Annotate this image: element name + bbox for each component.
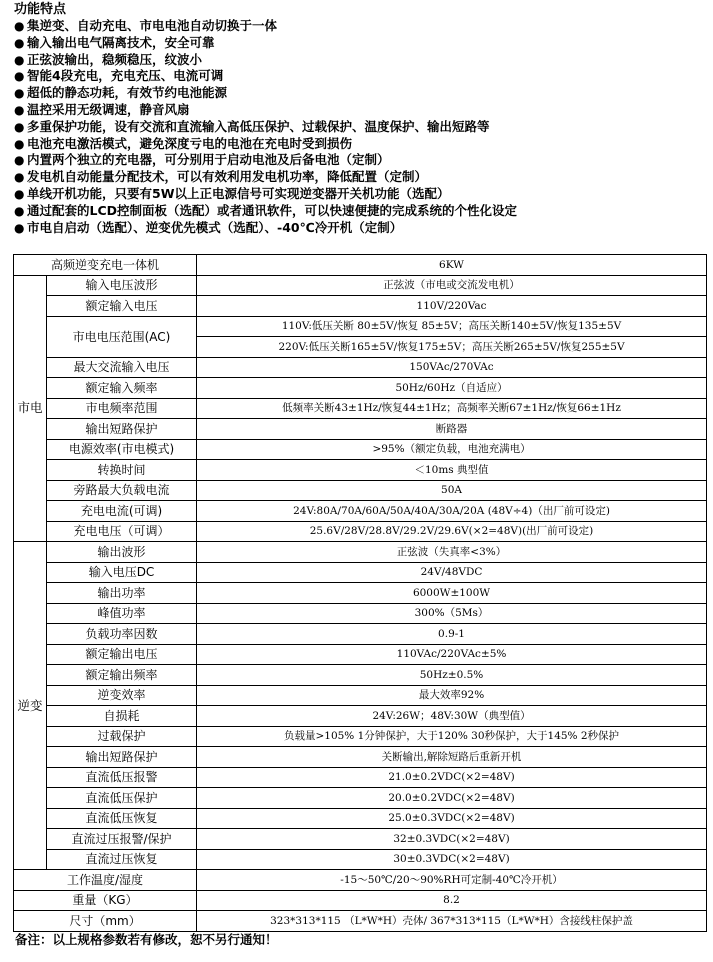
spec-row (14, 501, 707, 522)
feature-text: 市电自启动（选配）、逆变优先模式（选配）、-40℃冷开机（定制） (27, 219, 403, 235)
spec-row (14, 706, 707, 727)
spec-value: 50Hz/60Hz（自适应） (197, 378, 707, 399)
inverter-group-label: 逆变 (14, 542, 47, 870)
spec-value: 220V:低压关断165±5V/恢复175±5V；高压关断265±5V/恢复255±5V (197, 337, 707, 358)
footnote: 备注：以上规格参数若有修改，恕不另行通知！ (15, 932, 278, 947)
feature-text: 多重保护功能，设有交流和直流输入高低压保护、过载保护、温度保护、输出短路等 (27, 118, 490, 134)
spec-label: 输出短路保护 (47, 419, 197, 440)
spec-value: >95%（额定负载，电池充满电） (197, 439, 707, 460)
spec-value: 20.0±0.2VDC(×2=48V) (197, 788, 707, 809)
bullet-icon: ● (14, 19, 25, 33)
spec-value: 110VAc/220VAc±5% (197, 644, 707, 665)
spec-row (14, 911, 707, 932)
spec-row (14, 562, 707, 583)
spec-value: 6000W±100W (197, 583, 707, 604)
feature-item (14, 152, 704, 169)
bullet-icon: ● (14, 153, 25, 168)
spec-value: 32±0.3VDC(×2=48V) (197, 829, 707, 850)
bullet-icon: ● (14, 119, 25, 134)
feature-item (14, 220, 704, 237)
bullet-icon: ● (14, 69, 25, 84)
feature-text: 集逆变、自动充电、市电电池自动切换于一体 (27, 18, 278, 33)
spec-table (13, 254, 707, 932)
feature-text: 智能4段充电，充电充压、电流可调 (27, 68, 224, 84)
spec-value: 正弦波（失真率<3%） (197, 542, 707, 563)
spec-row (14, 849, 707, 870)
spec-value: 低频率关断43±1Hz/恢复44±1Hz；高频率关断67±1Hz/恢复66±1Hz (197, 398, 707, 419)
bullet-icon: ● (14, 136, 25, 151)
spec-label: 自损耗 (47, 706, 197, 727)
spec-label: 市电电压范围(AC) (47, 316, 197, 357)
spec-label: 旁路最大负载电流 (47, 480, 197, 501)
feature-text: 电池充电激活模式，避免深度亏电的电池在充电时受到损伤 (27, 135, 353, 151)
spec-value: 24V:80A/70A/60A/50A/40A/30A/20A (48V÷4)（出厂前可设定) (197, 501, 707, 522)
spec-value: 负载量>105% 1分钟保护，大于120% 30秒保护，大于145% 2秒保护 (197, 726, 707, 747)
spec-value: 关断输出,解除短路后重新开机 (197, 747, 707, 768)
spec-value: ＜10ms 典型值 (197, 460, 707, 481)
spec-value: 正弦波（市电或交流发电机） (197, 275, 707, 296)
spec-label: 输出波形 (47, 542, 197, 563)
feature-list (14, 18, 704, 236)
product-name: 高频逆变充电一体机 (14, 255, 197, 276)
spec-value: 24V:26W；48V:30W（典型值） (197, 706, 707, 727)
mains-group-label: 市电 (14, 275, 47, 542)
spec-label: 转换时间 (47, 460, 197, 481)
feature-item (14, 119, 704, 136)
bullet-icon: ● (14, 52, 25, 67)
spec-label: 输入电压DC (47, 562, 197, 583)
spec-row (14, 767, 707, 788)
spec-label: 负载功率因数 (47, 624, 197, 645)
spec-value: 25.6V/28V/28.8V/29.2V/29.6V(×2=48V)(出厂前可设定) (197, 521, 707, 542)
feature-text: 发电机自动能量分配技术，可以有效利用发电机功率，降低配置（定制） (27, 169, 428, 185)
spec-label: 输入电压波形 (47, 275, 197, 296)
feature-text: 通过配套的LCD控制面板（选配）或者通讯软件，可以快速便捷的完成系统的个性化设定 (27, 202, 518, 218)
spec-value: 110V:低压关断 80±5V/恢复 85±5V；高压关断140±5V/恢复135±5V (197, 316, 707, 337)
spec-row (14, 316, 707, 337)
feature-text: 超低的静态功耗，有效节约电池能源 (27, 85, 228, 101)
spec-label: 最大交流输入电压 (47, 357, 197, 378)
spec-row (14, 357, 707, 378)
spec-row (14, 644, 707, 665)
spec-label: 逆变效率 (47, 685, 197, 706)
spec-value: 50Hz±0.5% (197, 665, 707, 686)
feature-text: 正弦波输出，稳频稳压，纹波小 (27, 51, 203, 67)
feature-item (14, 169, 704, 186)
product-power: 6KW (197, 255, 707, 276)
spec-label: 过载保护 (47, 726, 197, 747)
spec-label: 额定输出电压 (47, 644, 197, 665)
spec-value: 300%（5Ms） (197, 603, 707, 624)
spec-row (14, 624, 707, 645)
bullet-icon: ● (14, 35, 25, 50)
spec-row (14, 583, 707, 604)
bullet-icon: ● (14, 203, 25, 218)
feature-item (14, 186, 704, 203)
spec-label: 充电电压（可调） (47, 521, 197, 542)
spec-label: 充电电流(可调) (47, 501, 197, 522)
spec-row (14, 460, 707, 481)
spec-row (14, 665, 707, 686)
features-title: 功能特点 (14, 2, 67, 17)
spec-label: 输出功率 (47, 583, 197, 604)
feature-text: 输入输出电气隔离技术，安全可靠 (27, 34, 215, 50)
spec-value: -15～50℃/20～90%RH可定制-40℃冷开机） (197, 870, 707, 891)
feature-section (14, 2, 704, 236)
bullet-icon: ● (14, 102, 25, 117)
feature-text: 温控采用无级调速，静音风扇 (27, 101, 190, 117)
feature-item (14, 136, 704, 153)
spec-label: 直流低压保护 (47, 788, 197, 809)
spec-label: 输出短路保护 (47, 747, 197, 768)
feature-text: 内置两个独立的充电器，可分别用于启动电池及后备电池（定制） (27, 152, 390, 168)
spec-value: 30±0.3VDC(×2=48V) (197, 849, 707, 870)
bullet-icon: ● (14, 186, 25, 201)
spec-label: 直流过压报警/保护 (47, 829, 197, 850)
spec-row (14, 419, 707, 440)
spec-row (14, 398, 707, 419)
spec-value: 24V/48VDC (197, 562, 707, 583)
feature-item (14, 102, 704, 119)
spec-row (14, 747, 707, 768)
spec-label: 重量（KG） (14, 890, 197, 911)
spec-row (14, 808, 707, 829)
feature-item (14, 85, 704, 102)
spec-row (14, 788, 707, 809)
spec-row (14, 542, 707, 563)
spec-row (14, 685, 707, 706)
spec-value: 21.0±0.2VDC(×2=48V) (197, 767, 707, 788)
spec-row (14, 603, 707, 624)
spec-value: 323*313*115 （L*W*H）壳体/ 367*313*115（L*W*H）含接线柱保护盖 (197, 911, 707, 932)
spec-row (14, 726, 707, 747)
feature-item (14, 52, 704, 69)
spec-label: 直流过压恢复 (47, 849, 197, 870)
spec-value: 断路器 (197, 419, 707, 440)
feature-text: 单线开机功能，只要有5W以上正电源信号可实现逆变器开关机功能（选配） (27, 185, 450, 201)
spec-label: 直流低压恢复 (47, 808, 197, 829)
spec-value: 25.0±0.3VDC(×2=48V) (197, 808, 707, 829)
spec-row (14, 870, 707, 891)
spec-value: 8.2 (197, 890, 707, 911)
spec-row (14, 829, 707, 850)
spec-row (14, 439, 707, 460)
spec-value: 110V/220Vac (197, 296, 707, 317)
spec-value: 150VAc/270VAc (197, 357, 707, 378)
bullet-icon: ● (14, 220, 25, 235)
spec-label: 额定输出频率 (47, 665, 197, 686)
spec-row (14, 480, 707, 501)
feature-item (14, 35, 704, 52)
spec-label: 尺寸（mm） (14, 911, 197, 932)
spec-label: 额定输入频率 (47, 378, 197, 399)
bullet-icon: ● (14, 86, 25, 101)
spec-label: 电源效率(市电模式) (47, 439, 197, 460)
spec-row (14, 890, 707, 911)
spec-row (14, 275, 707, 296)
spec-label: 额定输入电压 (47, 296, 197, 317)
spec-header-row (14, 255, 707, 276)
spec-label: 峰值功率 (47, 603, 197, 624)
spec-value: 50A (197, 480, 707, 501)
spec-label: 市电频率范围 (47, 398, 197, 419)
spec-row (14, 378, 707, 399)
spec-row (14, 521, 707, 542)
spec-label: 直流低压报警 (47, 767, 197, 788)
spec-value: 0.9-1 (197, 624, 707, 645)
feature-item (14, 203, 704, 220)
bullet-icon: ● (14, 170, 25, 185)
spec-label: 工作温度/湿度 (14, 870, 197, 891)
feature-item (14, 18, 704, 35)
feature-item (14, 68, 704, 85)
spec-value: 最大效率92% (197, 685, 707, 706)
spec-row (14, 296, 707, 317)
